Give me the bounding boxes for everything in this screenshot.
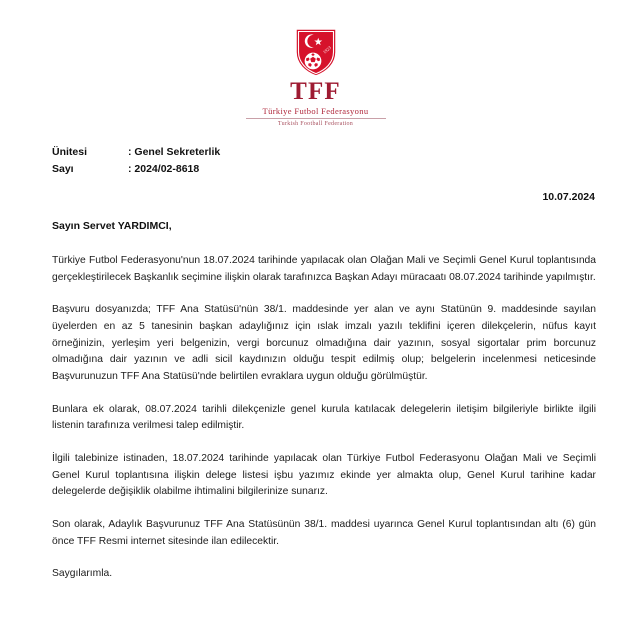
document-meta [0,144,631,178]
body-paragraph: Son olarak, Adaylık Başvurunuz TFF Ana Statüsünün 38/1. maddesi uyarınca Genel Kurul toplantısından altı (6) gün önce TFF Resmi internet sitesinde ilan edilecektir. [52,519,596,547]
federation-name-turkish: Türkiye Futbol Federasyonu [262,106,369,116]
body-paragraph: Başvuru dosyanızda; TFF Ana Statüsü'nün 38/1. maddesinde yer alan ve aynı Statünün 9. maddesinde sayılan üyelerden en az 5 tanesinin başkan adaylığınız için ıslak imzalı yazılı teklifini içeren dilekçelerin, nüfus kayıt örneğinizin, yerleşim yeri belgenizin, vergi borcunuz olmadığına dair yazının, sosyal sigortalar prim borcunuz olmadığına dair yazının ve adli sicil kaydınızın olduğu tespit edilmiş olup; belgelerin incelenmesi neticesinde Başvurunuzun TFF Ana Statüsü'nde belirtilen evraklara uygun olduğu görülmüştür. [52,304,596,382]
meta-value-unit: : Genel Sekreterlik [128,145,221,158]
letterhead [0,0,631,128]
tff-crest-icon [293,26,339,78]
body-paragraph: İlgili talebinize istinaden, 18.07.2024 tarihinde yapılacak olan Türkiye Futbol Federasyonu Olağan Mali ve Seçimli Genel Kurul toplantısına ilişkin delege listesi işbu yazımız ekinde yer almakta olup, Genel Kurul tarihine kadar delegelerde değişiklik olabilme ihtimalini bilgilerinize sunarız. [52,452,596,498]
meta-label-number: Sayı [52,162,74,175]
body-paragraph: Bunlara ek olarak, 08.07.2024 tarihli dilekçenizle genel kurula katılacak delegelerin iletişim bilgileriyle birlikte ilgili listenin tarafınıza verilmesi talep edilmiştir. [52,403,596,432]
meta-value-number: : 2024/02-8618 [128,162,200,175]
federation-name-english: Turkish Football Federation [277,121,354,128]
meta-label-unit: Ünitesi [52,145,88,158]
meta-row-unit [52,144,631,161]
meta-row-number [52,161,631,178]
svg-text:1923: 1923 [321,45,332,55]
document-date: 10.07.2024 [542,190,595,203]
letterhead-divider [246,118,386,119]
document-body [0,220,631,583]
salutation: Sayın Servet YARDIMCI, [52,219,172,232]
closing-salutation: Saygılarımla. [52,568,113,580]
tff-monogram: TFF [290,78,341,105]
body-paragraph: Türkiye Futbol Federasyonu'nun 18.07.2024 tarihinde yapılacak olan Olağan Mali ve Seçimli Genel Kurul toplantısında gerçekleştirilecek Başkanlık seçimine ilişkin olarak tarafınızca Başkan Adayı müracaatı 08.07.2024 tarihinde yapılmıştır. [52,254,596,283]
